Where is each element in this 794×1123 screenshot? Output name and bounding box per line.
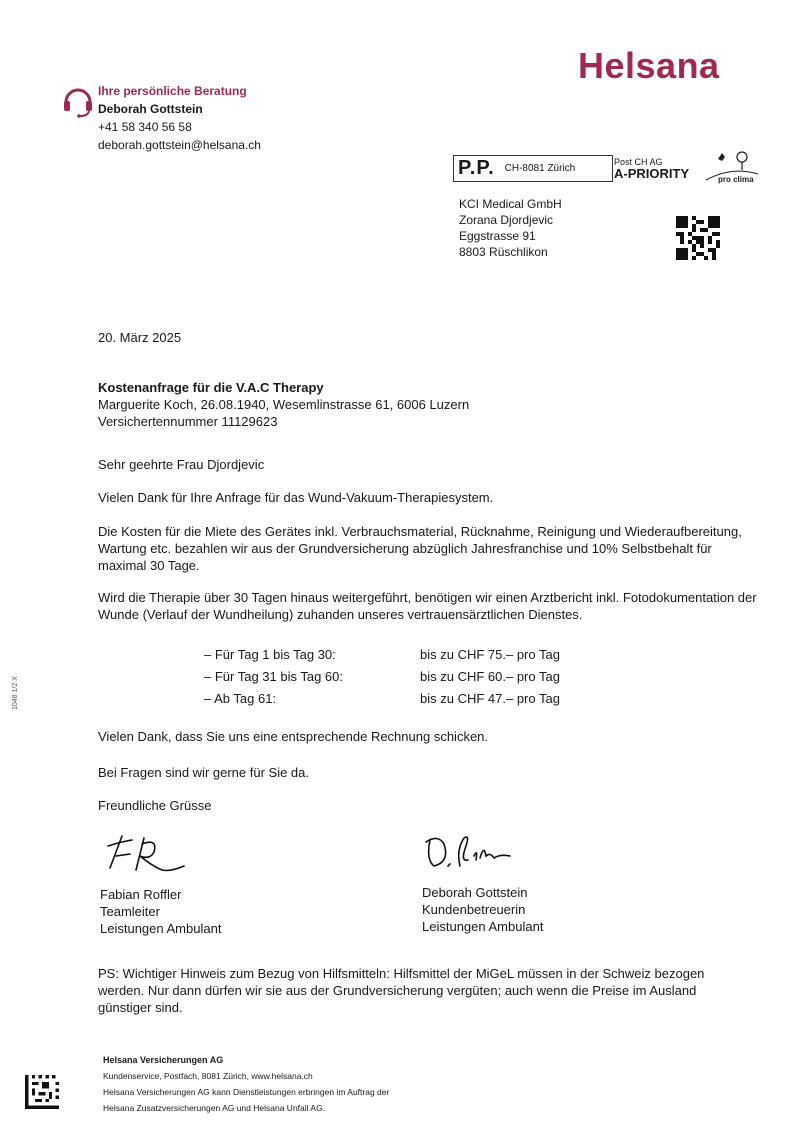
contact-block (98, 82, 261, 154)
subject-block (98, 379, 469, 430)
footer-company: Helsana Versicherungen AG (103, 1055, 224, 1065)
contact-email[interactable]: deborah.gottstein@helsana.ch (98, 138, 261, 152)
recipient-address (459, 196, 562, 260)
closing-line-2: Bei Fragen sind wir gerne für Sie da. (98, 765, 309, 780)
letter-date: 20. März 2025 (98, 330, 182, 345)
qr-code-icon (676, 216, 720, 260)
therapy-paragraph: Wird die Therapie über 30 Tagen hinaus weitergeführt, benötigen wir einen Arztbericht inkl. Fotodokumentation der Wunde (Verlauf der Wundheilung) zuhanden unseres vertrauensärztlichen Dienstes. (98, 590, 757, 622)
side-code: 1048 1/2 X (12, 676, 19, 710)
rate-label: – Für Tag 1 bis Tag 30: (204, 647, 336, 662)
footer-address: Kundenservice, Postfach, 8081 Zürich, www.helsana.ch (103, 1071, 313, 1081)
recipient-person: Zorana Djordjevic (459, 213, 554, 227)
rate-label: – Für Tag 31 bis Tag 60: (204, 669, 344, 684)
signer-role: Teamleiter (100, 904, 160, 919)
recipient-company: KCI Medical GmbH (459, 197, 562, 211)
subject-title: Kostenanfrage für die V.A.C Therapy (98, 380, 324, 395)
contact-name: Deborah Gottstein (98, 102, 203, 116)
footer-note-1: Helsana Versicherungen AG kann Dienstleistungen erbringen im Auftrag der (103, 1087, 390, 1097)
rate-value: bis zu CHF 75.– pro Tag (420, 647, 560, 662)
signer-name: Deborah Gottstein (422, 885, 528, 900)
thanks-paragraph: Vielen Dank für Ihre Anfrage für das Wund-Vakuum-Therapiesystem. (98, 490, 494, 505)
postage-box (453, 155, 613, 182)
recipient-city: 8803 Rüschlikon (459, 245, 548, 259)
salutation: Sehr geehrte Frau Djordjevic (98, 457, 265, 472)
signer-dept: Leistungen Ambulant (422, 919, 544, 934)
rate-value: bis zu CHF 60.– pro Tag (420, 669, 560, 684)
costs-paragraph: Die Kosten für die Miete des Gerätes inkl. Verbrauchsmaterial, Rücknahme, Reinigung und Wiederaufbereitung, Wartung etc. bezahlen wir aus der Grundversicherung abzüglich Jahresfranchise und 10% Selbstbehalt für maximal 30 Tage. (98, 524, 742, 573)
post-name: Post CH AG (614, 157, 663, 167)
priority-label: A-PRIORITY (614, 166, 690, 181)
signer-name: Fabian Roffler (100, 887, 182, 902)
insurance-number: Versichertennummer 11129623 (98, 414, 278, 429)
post-priority-block (614, 157, 689, 179)
rate-row (204, 644, 560, 666)
closing-line-1: Vielen Dank, dass Sie uns eine entsprechende Rechnung schicken. (98, 729, 489, 744)
rates-list (204, 644, 560, 710)
datamatrix-icon (25, 1075, 59, 1109)
rate-label: – Ab Tag 61: (204, 691, 277, 706)
contact-heading: Ihre persönliche Beratung (98, 84, 247, 98)
patient-line: Marguerite Koch, 26.08.1940, Wesemlinstrasse 61, 6006 Luzern (98, 397, 470, 412)
rate-value: bis zu CHF 47.– pro Tag (420, 691, 560, 706)
pro-clima-text: pro clima (718, 175, 754, 184)
pro-clima-badge (704, 150, 760, 184)
rate-row (204, 688, 560, 710)
recipient-street: Eggstrasse 91 (459, 229, 536, 243)
helsana-logo: Helsana (578, 45, 720, 86)
greeting: Freundliche Grüsse (98, 798, 212, 813)
signer-gottstein (422, 884, 543, 935)
signature-gottstein (420, 826, 520, 876)
rate-row (204, 666, 560, 688)
footer-note-2: Helsana Zusatzversicherungen AG und Helsana Unfall AG. (103, 1103, 326, 1113)
signer-roffler (100, 886, 221, 937)
signer-dept: Leistungen Ambulant (100, 921, 222, 936)
headset-icon (62, 84, 94, 118)
contact-phone[interactable]: +41 58 340 56 58 (98, 120, 192, 134)
signer-role: Kundenbetreuerin (422, 902, 526, 917)
ps-note: PS: Wichtiger Hinweis zum Bezug von Hilfsmitteln: Hilfsmittel der MiGeL müssen in der Schweiz bezogen werden. Nur dann dürfen wir sie aus der Grundversicherung vergüten; auch wenn die Preise im Ausland günstiger sind. (98, 966, 705, 1015)
footer (103, 1052, 389, 1116)
postage-zip-city: CH-8081 Zürich (504, 163, 576, 174)
signature-roffler (100, 826, 200, 881)
pp-label: P.P. (458, 157, 495, 179)
